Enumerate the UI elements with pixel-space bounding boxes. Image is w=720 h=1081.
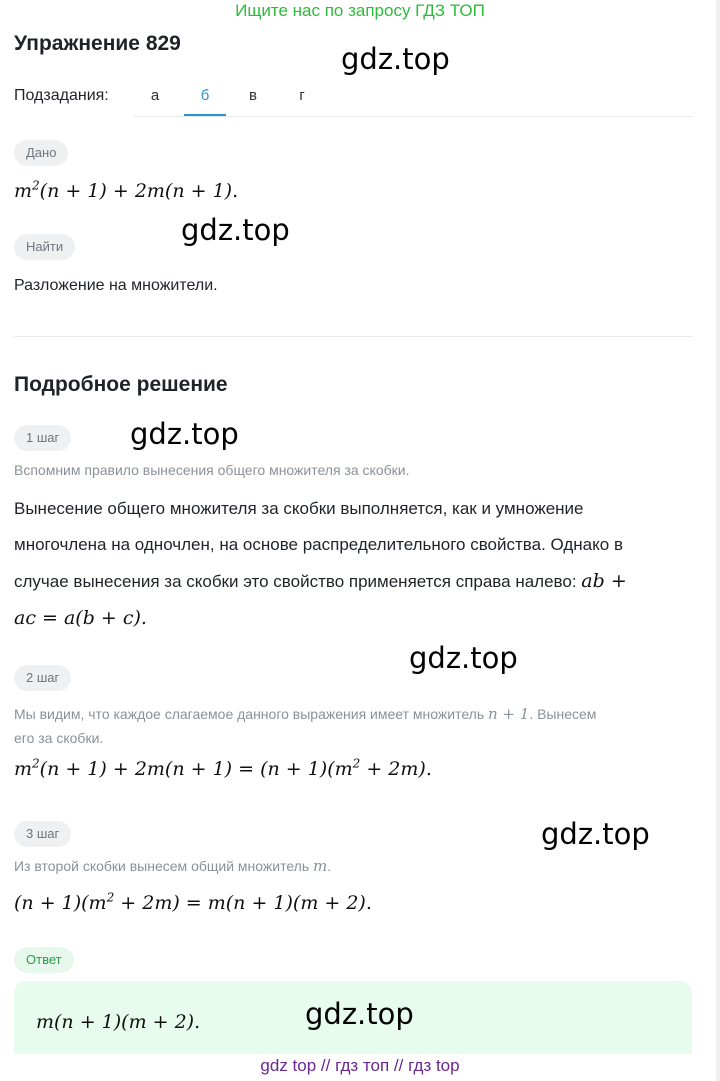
page-title: Упражнение 829 [14, 32, 181, 55]
watermark: gdz.top [305, 997, 414, 1031]
step-3-math: $(n + 1)(m^2 + 2m) = m(n + 1)(m + 2)$. [14, 890, 372, 914]
step-1-line-3-text: случае вынесения за скобки это свойство применяется справа налево: [14, 572, 577, 591]
step-1-pill: 1 шаг [14, 425, 71, 451]
tab-b[interactable]: б [184, 80, 226, 116]
answer-pill: Ответ [14, 947, 74, 973]
tab-v[interactable]: в [249, 87, 257, 104]
footer-links: gdz top // гдз топ // гдз top [0, 1054, 720, 1081]
step-2-note-a: Мы видим, что каждое слагаемое данного выражения имеет множитель [14, 706, 485, 722]
step-3-note-b: . [327, 858, 332, 874]
answer-expression: m(n + 1)(m + 2). [36, 1011, 201, 1033]
step-3-note [14, 857, 331, 875]
step-1-inline-math: ab + [581, 570, 627, 592]
given-pill: Дано [14, 140, 68, 166]
step-1-line-1: Вынесение общего множителя за скобки выполняется, как и умножение [14, 499, 584, 518]
step-1-math-line: ac = a(b + c). [14, 607, 147, 629]
step-2-note-c: его за скобки. [14, 730, 104, 746]
step-1-note: Вспомним правило вынесения общего множителя за скобки. [14, 462, 410, 478]
step-2-note-math: n + 1 [488, 705, 530, 723]
scrollbar[interactable] [716, 0, 720, 1081]
watermark: gdz.top [181, 213, 290, 247]
step-2-pill: 2 шаг [14, 665, 71, 691]
watermark: gdz.top [409, 641, 518, 675]
step-1-text [14, 491, 690, 636]
watermark: gdz.top [130, 417, 239, 451]
step-3-note-a: Из второй скобки вынесем общий множитель [14, 858, 310, 874]
watermark: gdz.top [541, 817, 650, 851]
section-divider [14, 336, 692, 337]
step-2-note-b: . Вынесем [529, 706, 597, 722]
find-text: Разложение на множители. [14, 277, 218, 294]
step-2-note [14, 702, 704, 750]
step-3-note-math: m [313, 857, 328, 875]
subtasks-label: Подзадания: [14, 87, 109, 104]
search-banner: Ищите нас по запросу ГДЗ ТОП [235, 1, 485, 20]
watermark: gdz.top [341, 42, 450, 76]
tabs-divider [134, 116, 692, 117]
step-1-line-3 [14, 563, 690, 600]
solution-title: Подробное решение [14, 373, 228, 396]
find-pill: Найти [14, 234, 75, 260]
tab-a[interactable]: а [150, 87, 160, 104]
step-2-math: $m^2(n + 1) + 2m(n + 1) = (n + 1)(m^2 + 2m)$. [14, 756, 432, 780]
step-3-pill: 3 шаг [14, 821, 71, 847]
given-expression: $m^2(n + 1) + 2m(n + 1)$. [14, 178, 239, 202]
tab-g[interactable]: г [299, 87, 305, 104]
step-1-line-2: многочлена на одночлен, на основе распределительного свойства. Однако в [14, 535, 623, 554]
